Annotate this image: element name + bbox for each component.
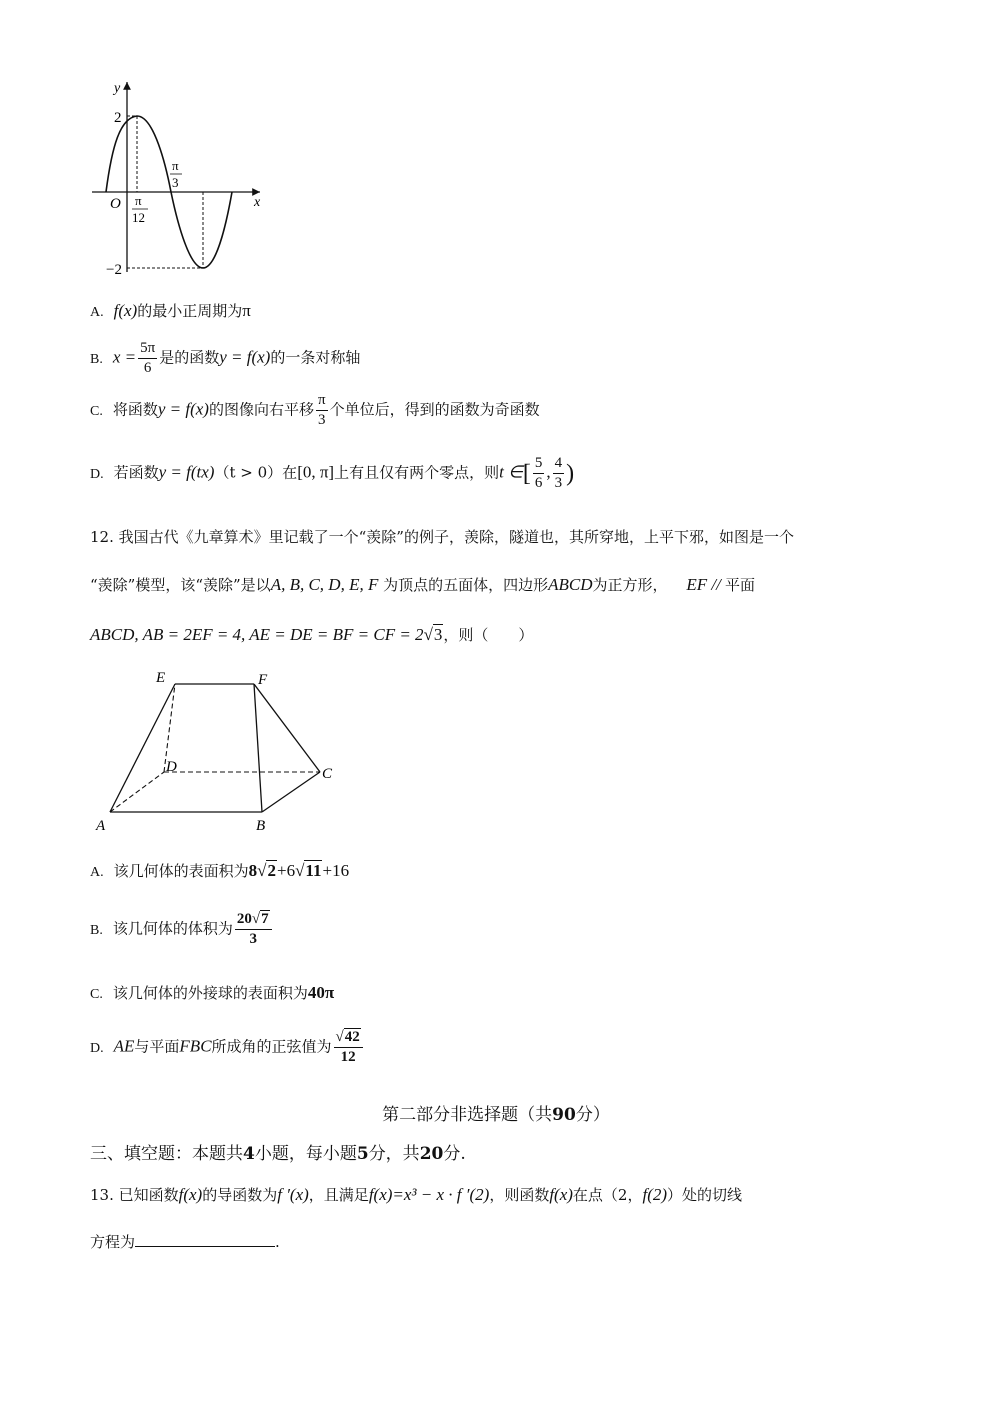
vertex-F: F — [258, 672, 268, 688]
q12-option-c: C. 该几何体的外接球的表面积为40π — [90, 983, 335, 1002]
polyhedron-figure — [90, 664, 350, 842]
q12-line3: ABCD, AB = 2EF = 4, AE = DE = BF = CF = 2√3，则（ ） — [90, 625, 534, 644]
vertex-A: A — [96, 818, 106, 834]
fraction: $\frac{4}{3}$ — [554, 455, 563, 491]
y-min-label: −2 — [106, 262, 122, 278]
origin-label: O — [110, 196, 121, 212]
x-tick1-num: π — [135, 193, 142, 208]
q13-line1: 13. 已知函数f(x)的导函数为f ′(x)，且满足f(x)=x³ − x · f ′(2)，则函数f(x)在点（2，f(2)）处的切线 — [90, 1185, 743, 1204]
q12-option-d: D. AE与平面FBC所成角的正弦值为 $\frac{√42}{12}$ — [90, 1030, 365, 1065]
vertex-E: E — [156, 670, 166, 686]
fraction: $\frac{5}{6}$ — [534, 455, 543, 491]
q12-option-b: B. 该几何体的体积为 $\frac{20√7}{3}$ — [90, 912, 274, 947]
y-axis-label: y — [114, 81, 121, 96]
x-tick2-num: π — [172, 158, 179, 173]
vertex-B: B — [256, 818, 266, 834]
q13-line2: 方程为 . — [90, 1230, 280, 1250]
q11-option-c: C. 将函数y = f(x)的图像向右平移 $\frac{\pi}{3}$ 个单位后，得到的函数为奇函数 — [90, 392, 540, 428]
y-max-label: 2 — [114, 110, 122, 126]
q11-option-b: B. x = $\frac{5\pi}{6}$ 是的函数y = f(x)的一条对称轴 — [90, 340, 361, 376]
sine-graph — [90, 76, 280, 286]
answer-blank[interactable] — [135, 1230, 275, 1247]
x-tick1-den: 12 — [132, 210, 145, 225]
vertex-C: C — [322, 766, 333, 782]
q11-option-d: D. 若函数y = f(tx)（t > 0）在[0, π]上有且仅有两个零点，则t ∈[ $\frac{5}{6}$ , $\frac{4}{3}$ ) — [90, 455, 575, 491]
fraction: $\frac{\pi}{3}$ — [317, 392, 326, 428]
x-tick2-den: 3 — [172, 175, 179, 190]
section-three-heading: 三、填空题：本题共4小题，每小题5分，共20分. — [90, 1144, 466, 1164]
q12-line1: 12. 我国古代《九章算术》里记载了一个“羡除”的例子，羡除，隧道也，其所穿地，上平下邪，如图是一个 — [90, 528, 794, 546]
vertex-D: D — [166, 759, 177, 775]
x-axis-label: x — [254, 195, 261, 210]
q12-line2: “羡除”模型，该“羡除”是以A, B, C, D, E, F 为顶点的五面体，四边形ABCD为正方形， EF // 平面 — [90, 575, 756, 594]
fraction: $\frac{5\pi}{6}$ — [140, 340, 156, 376]
q11-option-a: A. f(x)的最小正周期为π — [90, 301, 251, 320]
fraction: $\frac{√42}{12}$ — [334, 1030, 363, 1065]
fraction: $\frac{20√7}{3}$ — [235, 912, 272, 947]
q12-option-a: A. 该几何体的表面积为8√2+6√11+16 — [90, 861, 350, 880]
part-two-title: 第二部分非选择题（共90分） — [382, 1105, 610, 1125]
